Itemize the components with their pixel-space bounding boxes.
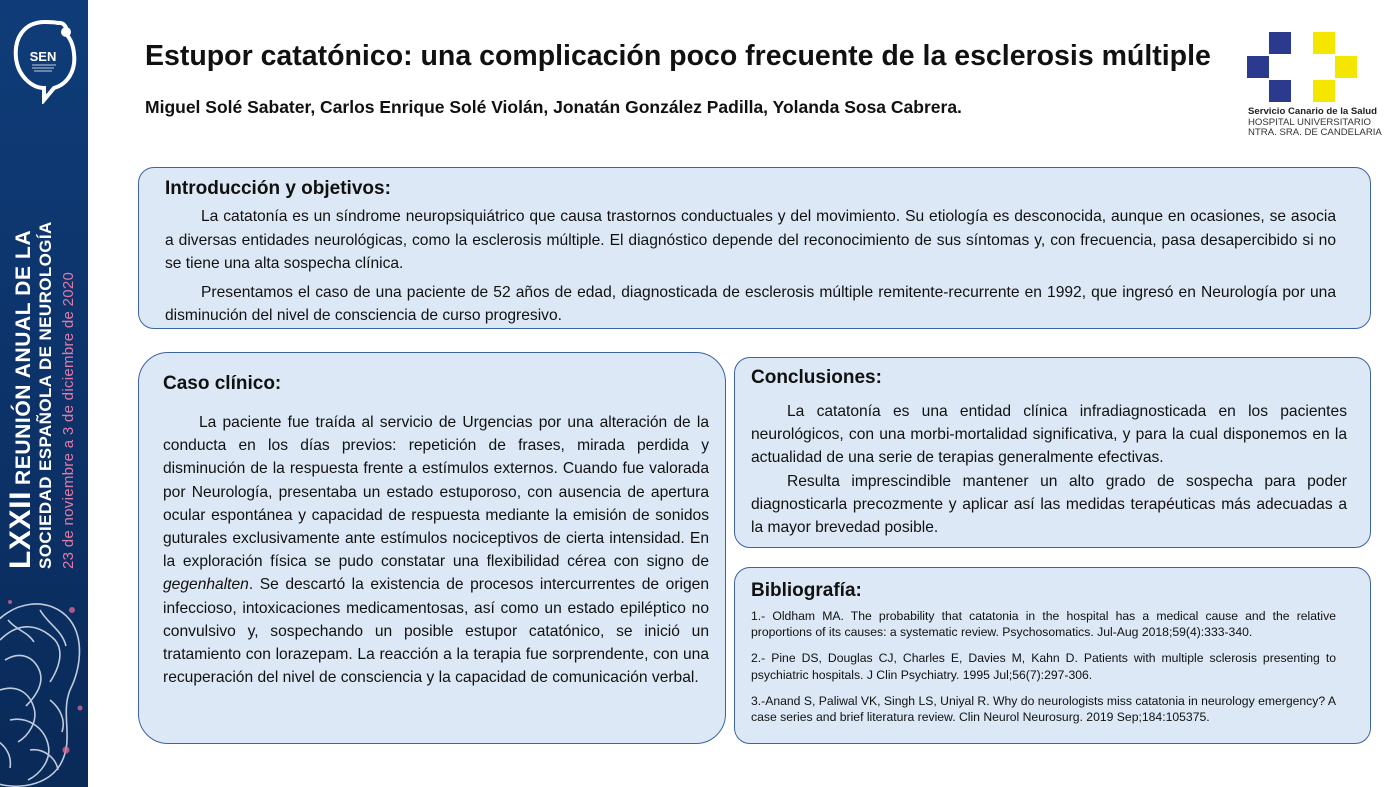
- congress-number: LXXII: [4, 490, 37, 569]
- case-text-before: La paciente fue traída al servicio de Urgencias por una alteración de la conducta en los días previos: repetición de frases, mirada perdida y disminución de la respuesta frente a estímulos externos. Cuando fue valorada por Neurología, presentaba un estado estuporoso, con ausencia de apertura ocular espontánea y capacidad de respuesta mediante la emisión de sonidos guturales exclusivamente ante estímulos nociceptivos de cierta intensidad. En la exploración física se pudo constatar una flexibilidad cérea con signo de: [163, 414, 709, 571]
- congress-title-line2: SOCIEDAD ESPAÑOLA DE NEUROLOGÍA: [36, 221, 55, 569]
- sen-logo-text: SEN: [29, 49, 57, 64]
- intro-section: [138, 167, 1371, 329]
- reference-item: 2.- Pine DS, Douglas CJ, Charles E, Davies M, Kahn D. Patients with multiple sclerosis presenting to psychiatric hospitals. J Clin Psychiatry. 1995 Jul;56(7):297-306.: [751, 651, 1336, 682]
- reference-item: 1.- Oldham MA. The probability that catatonia in the hospital has a medical cause and the relative proportions of its causes: a systematic review. Psychosomatics. Jul-Aug 2018;59(4):333-340.: [751, 609, 1336, 640]
- hospital-logo-line2: HOSPITAL UNIVERSITARIO: [1248, 116, 1371, 128]
- congress-sidebar: [0, 0, 88, 787]
- congress-title-line1: [4, 230, 38, 569]
- bibliography-body: [751, 608, 1336, 735]
- conclusions-heading: Conclusiones:: [751, 367, 882, 388]
- hospital-logo: [1245, 32, 1393, 142]
- case-section: [138, 352, 726, 744]
- conclusions-section: [734, 357, 1371, 548]
- case-heading: Caso clínico:: [163, 373, 282, 394]
- hospital-logo-text: [1248, 107, 1382, 139]
- congress-title-rest: REUNIÓN ANUAL DE LA: [12, 229, 35, 485]
- poster-authors: Miguel Solé Sabater, Carlos Enrique Solé Violán, Jonatán González Padilla, Yolanda Sosa Cabrera.: [145, 97, 962, 117]
- reference-item: 3.-Anand S, Paliwal VK, Singh LS, Uniyal R. Why do neurologists miss catatonia in neurology emergency? A case series and brief literatura review. Clin Neurol Neurosurg. 2019 Sep;184:105375.: [751, 693, 1336, 725]
- brain-illustration: [0, 590, 88, 787]
- intro-paragraph-2: Presentamos el caso de una paciente de 52 años de edad, diagnosticada de esclerosis múltiple remitente-recurrente en 1992, que ingresó en Neurología por una disminución del nivel de consciencia de curso progresivo.: [165, 283, 1336, 324]
- congress-dates: 23 de noviembre a 3 de diciembre de 2020: [60, 271, 77, 569]
- case-paragraph: [163, 411, 709, 689]
- case-text-emphasis: gegenhalten: [163, 576, 249, 594]
- intro-body: [165, 205, 1336, 328]
- scs-logo-icon: [1245, 32, 1360, 104]
- conclusions-paragraph-1: La catatonía es una entidad clínica infradiagnosticada en los pacientes neurológicos, con una morbi-mortalidad significativa, y para la cual disponemos en la actualidad de una serie de terapias generalmente efectivas.: [751, 403, 1347, 467]
- case-body: [163, 411, 709, 689]
- conclusions-body: [751, 400, 1347, 539]
- bibliography-heading: Bibliografía:: [751, 580, 862, 601]
- bibliography-section: [734, 567, 1371, 744]
- intro-heading: Introducción y objetivos:: [165, 178, 391, 199]
- hospital-logo-line1: Servicio Canario de la Salud: [1248, 106, 1378, 117]
- poster-title: Estupor catatónico: una complicación poco frecuente de la esclerosis múltiple: [145, 40, 1211, 72]
- conclusions-paragraph-2: Resulta imprescindible mantener un alto grado de sospecha para poder diagnosticarla precozmente y aplicar así las medidas terapéuticas más adecuadas a la mayor brevedad posible.: [751, 472, 1347, 537]
- case-text-after: . Se descartó la existencia de procesos intercurrentes de origen infeccioso, intoxicaciones medicamentosas, así como un estado epiléptico no convulsivo y, sospechando un posible estupor catatónico, se inició un tratamiento con lorazepam. La reacción a la terapia fue sorprendente, con una recuperación del nivel de consciencia y la capacidad de comunicación verbal.: [163, 576, 709, 687]
- hospital-logo-line3: NTRA. SRA. DE CANDELARIA: [1248, 127, 1382, 138]
- intro-paragraph-1: La catatonía es un síndrome neuropsiquiátrico que causa trastornos conductuales y del movimiento. Su etiología es desconocida, aunque en ocasiones, se asocia a diversas entidades neurológicas, como la esclerosis múltiple. El diagnóstico depende del reconocimiento de sus síntomas y, con frecuencia, pasa desapercibido si no se tiene una alta sospecha clínica.: [165, 208, 1336, 272]
